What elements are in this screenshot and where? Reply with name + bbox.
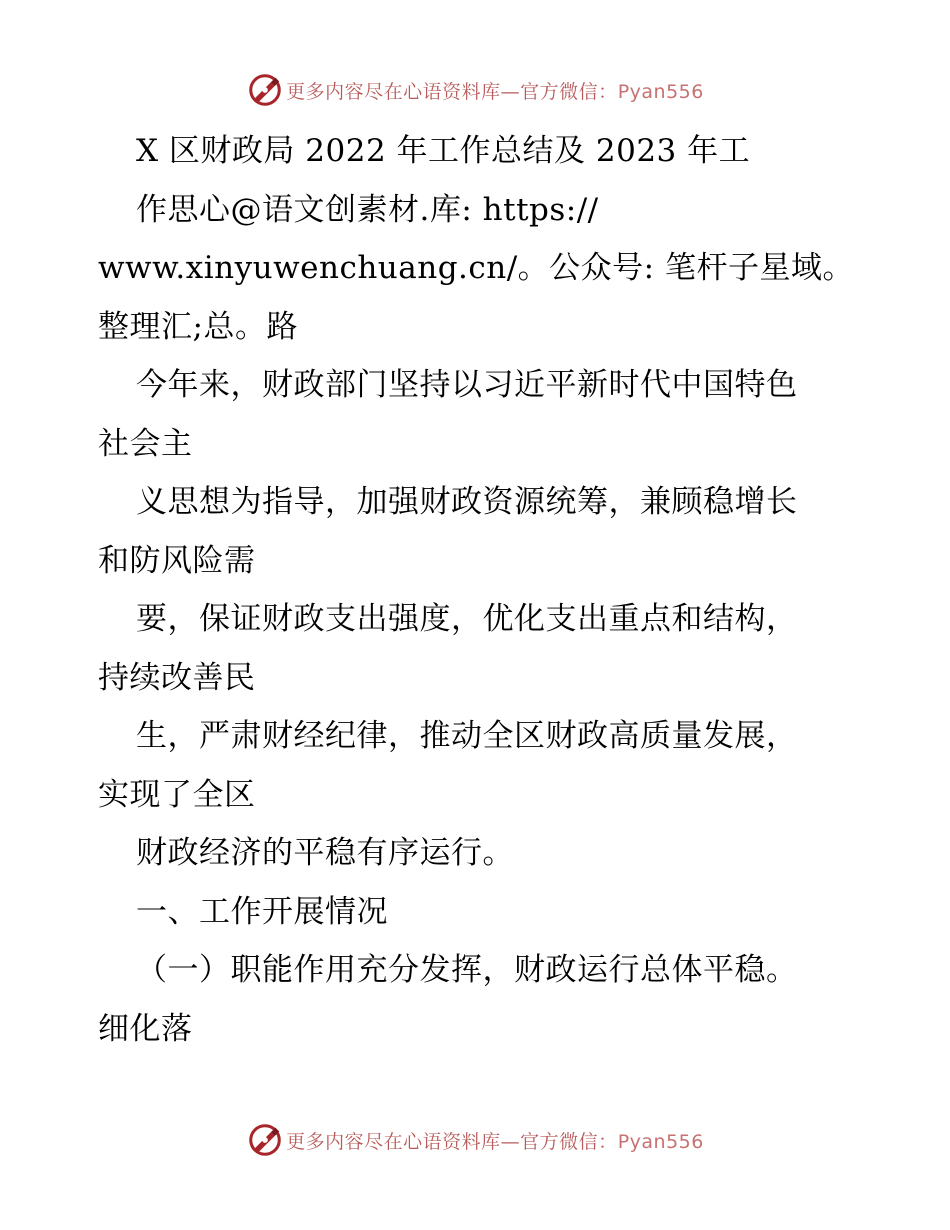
text-line: 实现了全区 bbox=[98, 776, 256, 813]
pen-logo-icon bbox=[246, 1121, 284, 1159]
text-line: 和防风险需 bbox=[98, 542, 256, 579]
text-line: 持续改善民 bbox=[98, 659, 256, 696]
paragraph-line: 财政经济的平稳有序运行。 bbox=[136, 835, 514, 871]
text-line: 细化落 bbox=[98, 1010, 193, 1047]
footer-banner bbox=[0, 1120, 950, 1160]
paragraph-line: 要，保证财政支出强度，优化支出重点和结构， bbox=[136, 601, 798, 637]
text-line: 整理汇;总。路 bbox=[98, 308, 298, 345]
title-line-1: X 区财政局 2022 年工作总结及 2023 年工 bbox=[136, 133, 751, 169]
banner-separator: — bbox=[500, 1130, 521, 1153]
pen-logo-icon bbox=[246, 71, 284, 109]
banner-separator: — bbox=[500, 80, 521, 103]
paragraph-line: 义思想为指导，加强财政资源统筹，兼顾稳增长 bbox=[136, 484, 798, 520]
section-heading: 一、工作开展情况 bbox=[136, 893, 388, 930]
paragraph-line: 生，严肃财经纪律，推动全区财政高质量发展， bbox=[136, 718, 798, 754]
banner-main-text: 更多内容尽在心语资料库 bbox=[286, 80, 501, 103]
text-line: 社会主 bbox=[98, 425, 193, 462]
banner-wechat-id: Pyan556 bbox=[617, 1130, 704, 1153]
subsection-heading: （一）职能作用充分发挥，财政运行总体平稳。 bbox=[136, 952, 798, 988]
banner-main-text: 更多内容尽在心语资料库 bbox=[286, 1130, 501, 1153]
banner-wechat-id: Pyan556 bbox=[617, 80, 704, 103]
banner-text bbox=[286, 77, 704, 104]
title-line-2: 作思心@语文创素材.库: https:// bbox=[136, 191, 599, 228]
text-line: www.xinyuwenchuang.cn/。公众号: 笔杆子星域。 bbox=[98, 250, 854, 286]
banner-wechat-label: 官方微信： bbox=[520, 80, 618, 103]
document-body bbox=[98, 122, 858, 1058]
banner-text bbox=[286, 1127, 704, 1154]
paragraph-line: 今年来，财政部门坚持以习近平新时代中国特色 bbox=[136, 367, 798, 403]
banner-wechat-label: 官方微信： bbox=[520, 1130, 618, 1153]
header-banner bbox=[0, 70, 950, 110]
